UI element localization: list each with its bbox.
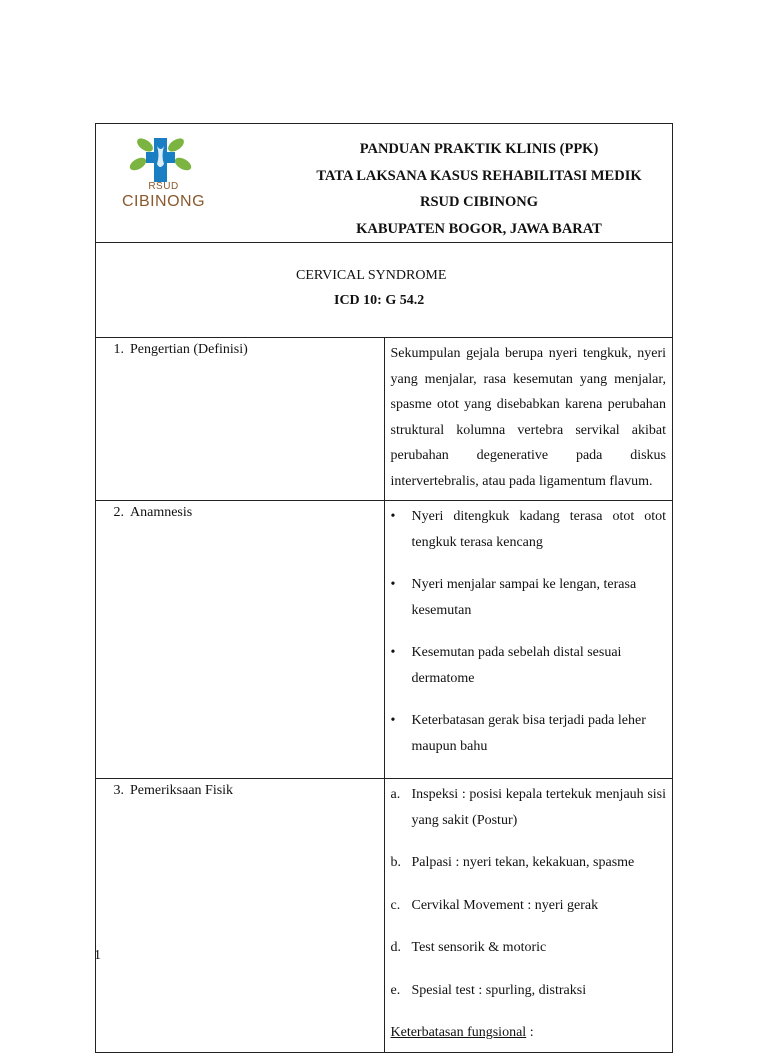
list-item-text: Keterbatasan gerak bisa terjadi pada leher maupun bahu [411, 713, 646, 754]
list-item [391, 935, 667, 961]
anamnesis-list [391, 504, 667, 759]
section-label: Anamnesis [130, 505, 193, 520]
list-item [391, 572, 667, 623]
page-number: 1 [94, 948, 101, 963]
list-letter: e. [390, 982, 401, 998]
list-letter: c. [390, 897, 401, 913]
diagnosis-name: CERVICAL SYNDROME [296, 268, 447, 283]
title-line: KABUPATEN BOGOR, JAWA BARAT [356, 220, 602, 237]
header-cell [96, 124, 673, 243]
section-number: 2. [113, 505, 124, 520]
section-content-physical-exam [384, 779, 673, 1053]
list-letter: b. [390, 855, 401, 870]
list-letter: d. [390, 940, 401, 955]
definition-text: Sekumpulan gejala berupa nyeri tengkuk, nyeri yang menjalar, rasa kesemutan yang menjalar, spasme otot yang disebabkan karena perubahan struktural kolumna vertebra servikal akibat perubahan degenerative pada diskus intervertebralis, atau pada ligamentum flavum. [390, 346, 666, 489]
list-item-text: Spesial test : spurling, distraksi [411, 982, 587, 998]
bullet-mark: • [390, 645, 396, 660]
list-letter: a. [390, 787, 401, 802]
bullet-mark: • [390, 577, 396, 592]
list-item [391, 708, 667, 759]
hospital-logo [96, 124, 286, 238]
document-title-block [286, 124, 672, 242]
list-item-text: Inspeksi : posisi kepala tertekuk menjauh sisi yang sakit (Postur) [411, 787, 666, 828]
section-content-definition [384, 338, 673, 501]
title-line: TATA LAKSANA KASUS REHABILITASI MEDIK [316, 167, 642, 184]
section-label-definition [96, 338, 385, 501]
subheading-suffix: : [526, 1025, 534, 1040]
section-label-anamnesis [96, 501, 385, 779]
logo-name-text: CIBINONG [121, 193, 206, 210]
section-label: Pengertian (Definisi) [130, 342, 248, 357]
section-number: 3. [113, 783, 124, 798]
section-number: 1. [113, 342, 124, 357]
list-item-text: Test sensorik & motoric [411, 940, 547, 955]
list-item [391, 893, 667, 919]
list-item [391, 850, 667, 876]
list-item [391, 640, 667, 691]
diagnosis-cell [96, 243, 673, 338]
section-label-physical-exam [96, 779, 385, 1053]
list-item [391, 504, 667, 555]
physical-exam-list [391, 782, 667, 1003]
cross-leaf-icon [126, 136, 201, 182]
bullet-mark: • [390, 713, 396, 728]
list-item [391, 782, 667, 833]
ppk-document-table [95, 123, 673, 1053]
logo-rsud-text: RSUD [148, 181, 179, 192]
section-content-anamnesis [384, 501, 673, 779]
list-item-text: Kesemutan pada sebelah distal sesuai dermatome [411, 645, 622, 686]
title-line: RSUD CIBINONG [419, 194, 539, 210]
bullet-mark: • [390, 509, 396, 524]
title-line: PANDUAN PRAKTIK KLINIS (PPK) [359, 141, 599, 157]
list-item [391, 978, 667, 1004]
list-item-text: Cervikal Movement : nyeri gerak [411, 897, 599, 913]
subheading-text: Keterbatasan fungsional [390, 1025, 527, 1040]
diagnosis-icd-code: ICD 10: G 54.2 [334, 293, 425, 308]
section-label: Pemeriksaan Fisik [130, 783, 234, 798]
list-item-text: Nyeri menjalar sampai ke lengan, terasa kesemutan [411, 577, 637, 618]
list-item-text: Palpasi : nyeri tekan, kekakuan, spasme [411, 855, 635, 870]
list-item-text: Nyeri ditengkuk kadang terasa otot otot tengkuk terasa kencang [411, 509, 666, 550]
